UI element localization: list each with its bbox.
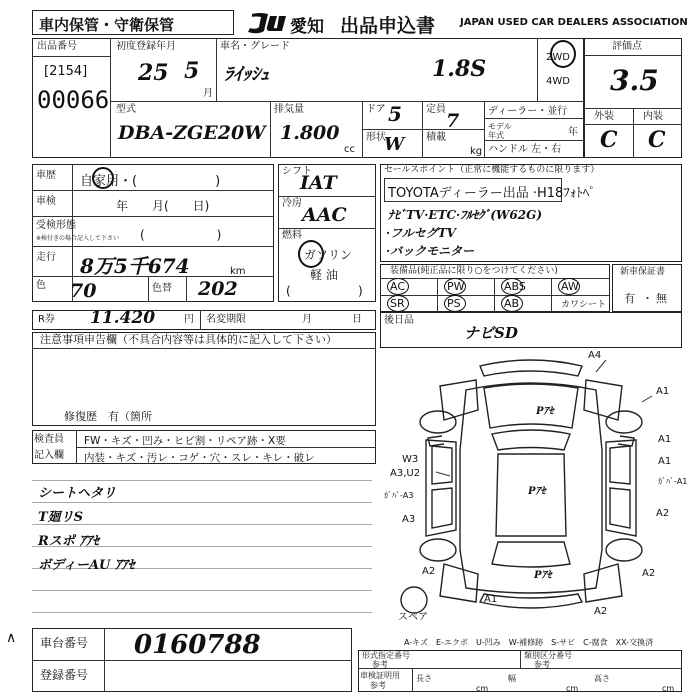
spare-label: スペア xyxy=(398,612,428,623)
interior-grade: C xyxy=(648,127,666,153)
equipment-circle xyxy=(444,295,466,312)
cert-label-1: 形式指定番号 xyxy=(362,651,410,660)
height-label: 高さ xyxy=(594,674,610,683)
equipment-item: AC xyxy=(390,280,406,293)
fuel-diesel: 軽 油 xyxy=(310,268,338,282)
lot-number: 00066 xyxy=(37,86,110,114)
exterior-label: 外装 xyxy=(594,111,614,122)
color-value: 70 xyxy=(70,280,97,302)
cert-label-1b: 参考 xyxy=(372,660,388,669)
warranty-no: 無 xyxy=(656,292,667,305)
damage-mark: A1 xyxy=(658,456,672,467)
capacity-label: 定員 xyxy=(426,104,446,115)
doors-value: 5 xyxy=(388,102,402,126)
after-market-label: 後日品 xyxy=(384,315,414,326)
registration-year: 25 xyxy=(138,60,169,86)
recycle-amount: 11.420 xyxy=(90,308,156,328)
displacement-label: 排気量 xyxy=(274,104,304,115)
damage-mark: A2 xyxy=(594,606,608,617)
sales-points-label: セールスポイント（正常に機能するものに限ります） xyxy=(384,165,600,175)
damage-mark: Pｱｾ xyxy=(534,570,552,581)
handwritten-note-3: Rスポ ｱｱｾ xyxy=(38,534,99,549)
history-value: 自家用・( ) xyxy=(80,174,221,189)
color-code: 202 xyxy=(198,278,238,300)
after-market-value: ナビSD xyxy=(464,324,518,342)
load-label: 積載 xyxy=(426,132,446,143)
after-market-block xyxy=(380,312,682,348)
model-year-label: モデル年式 xyxy=(488,122,512,140)
score-label: 評価点 xyxy=(612,41,642,52)
inspector-row-1: FW・キズ・凹み・ヒビ割・リペア跡・X要 xyxy=(84,435,286,447)
model-name-label: 車名・グレード xyxy=(220,41,290,52)
cert-label-2: 類別区分番号 xyxy=(524,651,572,660)
warranty-label: 新車保証書 xyxy=(620,267,666,277)
cert-label-2b: 参考 xyxy=(534,660,550,669)
year-unit: 年 xyxy=(568,127,578,138)
equipment-item: AW xyxy=(561,280,579,293)
equipment-circle xyxy=(501,278,523,295)
registration-month: 5 xyxy=(184,58,200,84)
dealer-label: ディーラー・並行 xyxy=(488,106,568,117)
km-label: km xyxy=(230,266,246,277)
name-change-label: 名変期限 xyxy=(206,314,246,325)
capacity-value: 7 xyxy=(446,110,460,132)
equipment-circle xyxy=(387,295,409,312)
height-cm: cm xyxy=(662,684,675,693)
equipment-circle xyxy=(387,278,409,295)
sales-line2: ﾅﾋﾞTV·ETC·ﾌﾙｾｸﾞ(W62G) xyxy=(388,208,543,222)
kg-label: kg xyxy=(470,146,483,157)
recycle-row xyxy=(32,310,376,330)
damage-mark: A1 xyxy=(656,386,670,397)
damage-mark: A1 xyxy=(484,594,498,605)
damage-mark: A2 xyxy=(422,566,436,577)
score-value: 3.5 xyxy=(610,64,659,97)
equipment-item: AB xyxy=(504,297,520,310)
displacement-value: 1.800 xyxy=(280,122,340,144)
model-code-label: 型式 xyxy=(116,104,136,115)
sales-line3: ·フルセグTV xyxy=(386,226,456,240)
body-value: W xyxy=(384,134,405,155)
history-label: 車歴 xyxy=(36,170,56,181)
damage-mark: A2 xyxy=(656,508,670,519)
length-label: 長さ xyxy=(416,674,432,683)
handwritten-note-4: ボディーAU ｱｱｾ xyxy=(38,558,135,573)
damage-mark: A4 xyxy=(588,350,602,361)
damage-mark: A3,U2 xyxy=(390,468,421,479)
model-name-value: ﾗｲｯｼｭ xyxy=(224,64,269,85)
damage-mark: Pｱｾ xyxy=(536,406,554,417)
cert-label-3: 車検証明用 xyxy=(360,671,400,680)
accept-note: ※検付きの場合記入して下さい xyxy=(36,235,120,242)
name-change-day: 日 xyxy=(352,314,362,325)
history-circle xyxy=(92,167,114,189)
length-cm: cm xyxy=(476,684,489,693)
grade-value: 1.8S xyxy=(432,56,487,82)
equipment-item: PS xyxy=(447,297,461,310)
form-title: 出品申込書 xyxy=(340,15,436,37)
equipment-item: PW xyxy=(447,280,465,293)
color-change-label: 色替 xyxy=(152,283,172,294)
drive-4wd: 4WD xyxy=(546,76,570,87)
cert-label-3b: 参考 xyxy=(370,681,386,690)
exterior-grade: C xyxy=(600,127,618,153)
sales-line4: ·バックモニター xyxy=(386,244,475,258)
damage-mark: A1 xyxy=(658,434,672,445)
handwritten-note-1: シートヘタリ xyxy=(38,486,117,501)
width-cm: cm xyxy=(566,684,579,693)
fuel-gas: ガソリン xyxy=(304,248,353,262)
mileage-label: 走行 xyxy=(36,252,56,263)
name-change-month: 月 xyxy=(302,314,312,325)
mileage-value: 8万5千674 xyxy=(80,254,190,278)
equipment-item: カワシート xyxy=(561,300,607,310)
shift-value: IAT xyxy=(300,172,337,194)
equipment-item: SR xyxy=(390,297,405,310)
sales-line1: TOYOTAディーラー出品 ·H18ﾌｫﾄﾍﾟ xyxy=(388,186,596,201)
damage-mark: A3 xyxy=(402,514,416,525)
form-title-en: JAPAN USED CAR DEALERS ASSOCIATION xyxy=(460,17,688,28)
interior-label: 内装 xyxy=(643,111,663,122)
damage-mark: Pｱｾ xyxy=(528,486,546,497)
inspection-value: 年 月( 日) xyxy=(116,199,210,213)
registration-label: 初度登録年月 xyxy=(116,41,176,52)
ac-label: 冷房 xyxy=(282,198,302,209)
notes-label: 注意事項申告欄（不具合内容等は具体的に記入して下さい） xyxy=(40,333,337,346)
lot-code: [2154] xyxy=(44,64,88,79)
equipment-circle xyxy=(501,295,523,312)
drive-2wd: 2WD xyxy=(546,52,570,63)
damage-mark: ｶﾞﾊﾞ-A3 xyxy=(384,491,414,500)
recycle-label: R券 xyxy=(38,314,55,325)
chassis-label: 車台番号 xyxy=(40,636,89,650)
equipment-circle xyxy=(558,278,580,295)
ju-logo xyxy=(244,11,288,35)
inspector-row-2: 内装・キズ・汚レ・コゲ・穴・スレ・キレ・破レ xyxy=(84,452,315,464)
chassis-value: 0160788 xyxy=(134,630,261,660)
fuel-label: 燃料 xyxy=(282,230,302,241)
cc-label: cc xyxy=(344,144,355,155)
lot-label: 出品番号 xyxy=(37,41,77,52)
storage-title: 車内保管・守衛保管 xyxy=(39,16,175,34)
damage-mark: ｶﾞﾊﾞ-A1 xyxy=(658,477,688,486)
warranty-yes: 有 xyxy=(624,292,635,305)
equipment-label: 装備品(純正品に限り○をつけてください) xyxy=(390,266,558,276)
handle-label: ハンドル 左・右 xyxy=(488,144,562,155)
storage-title-box xyxy=(32,10,234,35)
accept-value: ( ) xyxy=(140,228,222,242)
inspector-label-2: 記入欄 xyxy=(34,450,64,461)
doors-label: ドア xyxy=(366,104,386,115)
shift-label: シフト xyxy=(282,166,312,177)
inspector-label-1: 検査員 xyxy=(34,434,64,445)
equipment-circle xyxy=(444,278,466,295)
equipment-item: ABS xyxy=(504,280,526,293)
brand-name: 愛知 xyxy=(290,17,324,37)
ac-value: AAC xyxy=(302,204,347,226)
fuel-circle xyxy=(298,240,324,268)
damage-mark: W3 xyxy=(402,454,419,465)
damage-mark: A2 xyxy=(642,568,656,579)
accept-label: 受検形態 xyxy=(36,220,76,231)
inspection-label: 車検 xyxy=(36,196,56,207)
damage-legend: A-キズ E-エクボ U-凹み W-補修跡 S-サビ C-腐食 XX-交換済 xyxy=(404,638,654,647)
registration-number-label: 登録番号 xyxy=(40,668,89,682)
registration-month-unit: 月 xyxy=(203,88,213,99)
model-code: DBA-ZGE20W xyxy=(118,122,266,144)
drive-circle xyxy=(550,40,576,68)
repair-history: 修復歴 有（箇所 xyxy=(64,410,152,423)
color-label: 色 xyxy=(36,280,46,291)
width-label: 幅 xyxy=(508,674,516,683)
body-label: 形状 xyxy=(366,132,386,143)
handwritten-note-2: T廻リS xyxy=(38,510,84,525)
recycle-yen: 円 xyxy=(184,314,194,325)
